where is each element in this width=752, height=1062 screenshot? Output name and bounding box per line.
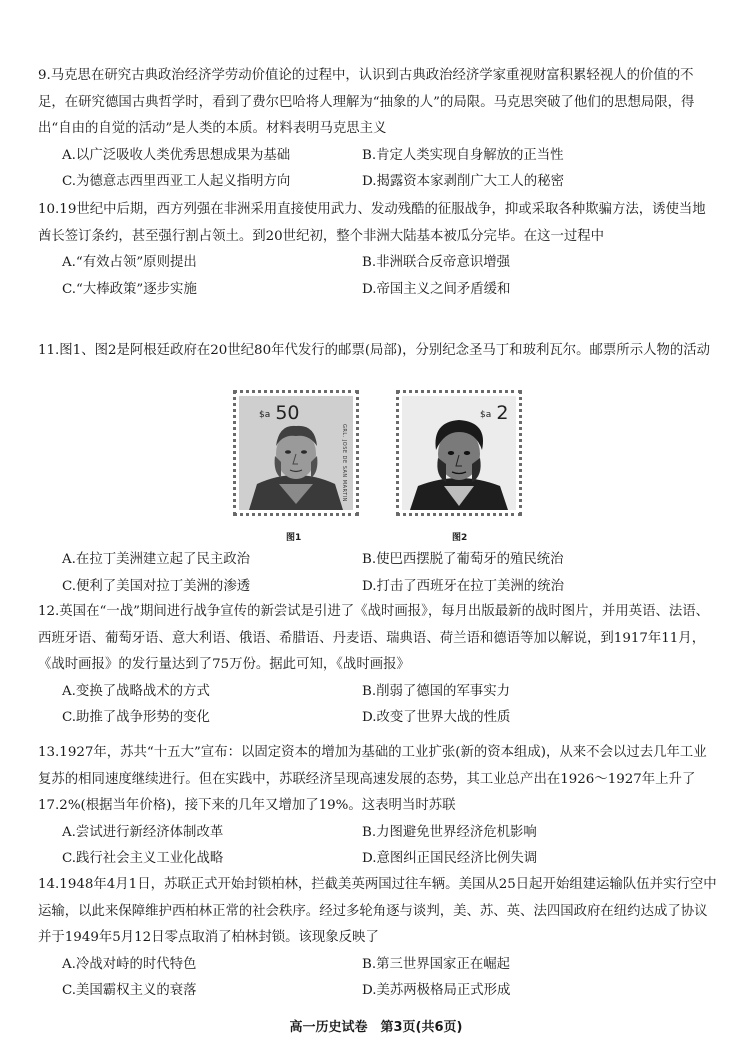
option-d: D.揭露资本家剥削广大工人的秘密 — [362, 174, 564, 190]
question-stem: 14.1948年4月1日，苏联正式开始封锁柏林，拦截美英两国过往车辆。美国从25日起开始组建运输队伍并实行空中运输，以此来保障维护西柏林正常的社会秩序。经过多轮角逐与谈判，美、苏、英、法四国政府在纽约达成了协议并于1949年5月12日零点取消了柏林封锁。该现象反映了 — [38, 877, 717, 946]
figure-2-label: 图2 — [452, 533, 468, 543]
option-a: A.尝试进行新经济体制改革 — [62, 824, 224, 840]
options — [38, 547, 718, 600]
option-c: C.为德意志西里西亚工人起义指明方向 — [62, 174, 291, 190]
option-c: C.践行社会主义工业化战略 — [62, 851, 224, 867]
options — [38, 820, 718, 873]
page-footer: 高一历史试卷 第3页(共6页) — [289, 1020, 463, 1035]
question-13 — [38, 740, 718, 873]
question-stem: 12.英国在“一战”期间进行战争宣传的新尝试是引进了《战时画报》，每月出版最新的战时图片，并用英语、法语、西班牙语、葡萄牙语、意大利语、俄语、希腊语、丹麦语、瑞典语、荷兰语和德语等加以解说，到1917年11月，《战时画报》的发行量达到了75万份。据此可知，《战时画报》 — [38, 604, 710, 673]
option-a: A.“有效占领”原则提出 — [62, 255, 197, 271]
option-b: B.削弱了德国的军事实力 — [362, 683, 511, 699]
option-c: C.助推了战争形势的变化 — [62, 710, 210, 726]
option-b: B.使巴西摆脱了葡萄牙的殖民统治 — [362, 552, 564, 567]
option-d: D.打击了西班牙在拉丁美洲的统治 — [362, 578, 564, 594]
options — [38, 679, 718, 732]
options — [38, 143, 718, 196]
question-11 — [38, 338, 718, 365]
stamp-figures — [0, 390, 752, 550]
option-b: B.力图避免世界经济危机影响 — [362, 824, 537, 840]
stamp-san-martin — [233, 390, 359, 516]
option-d: D.改变了世界大战的性质 — [362, 710, 511, 726]
options — [38, 952, 718, 1005]
value-label: 50 — [275, 402, 300, 424]
options — [38, 250, 718, 303]
question-9 — [38, 63, 718, 196]
question-12 — [38, 599, 718, 732]
value-label: 2 — [496, 402, 509, 424]
option-c: C.“大棒政策”逐步实施 — [62, 281, 197, 297]
stamp-denomination — [480, 402, 508, 424]
stamp-portrait — [239, 396, 353, 510]
figure-1-label: 图1 — [286, 533, 302, 543]
option-a: A.以广泛吸收人类优秀思想成果为基础 — [62, 147, 291, 163]
option-a: A.变换了战略战术的方式 — [62, 683, 210, 699]
question-stem: 9.马克思在研究古典政治经济学劳动价值论的过程中，认识到古典政治经济学家重视财富积累轻视人的价值的不足，在研究德国古典哲学时，看到了费尔巴哈将人理解为“抽象的人”的局限。马克思突破了他们的思想局限，得出“自由的自觉的活动”是人类的本质。材料表明马克思主义 — [38, 68, 695, 137]
question-stem: 13.1927年，苏共“十五大”宣布：以固定资本的增加为基础的工业扩张(新的资本组成)，从来不会以过去几年工业复苏的相同速度继续进行。但在实践中，苏联经济呈现高速发展的态势，其工业总产出在1926～1927年上升了17.2%(根据当年价格)，接下来的几年又增加了19%。这表明当时苏联 — [38, 745, 707, 814]
option-d: D.帝国主义之间矛盾缓和 — [362, 281, 511, 297]
question-14 — [38, 872, 718, 1005]
question-stem: 11.图1、图2是阿根廷政府在20世纪80年代发行的邮票(局部)，分别纪念圣马丁和玻利瓦尔。邮票所示人物的活动 — [38, 343, 711, 358]
question-stem: 10.19世纪中后期，西方列强在非洲采用直接使用武力、发动残酷的征服战争，抑或采取各种欺骗方法，诱使当地酋长签订条约，甚至强行割占领土。到20世纪初，整个非洲大陆基本被瓜分完毕。在这一过程中 — [38, 202, 706, 244]
option-b: B.非洲联合反帝意识增强 — [362, 255, 511, 271]
question-10 — [38, 197, 718, 303]
option-b: B.第三世界国家正在崛起 — [362, 956, 511, 972]
stamp-denomination — [259, 402, 300, 424]
option-d: D.美苏两极格局正式形成 — [362, 983, 511, 999]
currency-label: $a — [480, 410, 492, 420]
option-c: C.便利了美国对拉丁美洲的渗透 — [62, 578, 251, 594]
option-b: B.肯定人类实现自身解放的正当性 — [362, 147, 564, 163]
option-a: A.冷战对峙的时代特色 — [62, 956, 197, 972]
option-d: D.意图纠正国民经济比例失调 — [362, 851, 538, 867]
option-c: C.美国霸权主义的衰落 — [62, 983, 197, 999]
option-a: A.在拉丁美洲建立起了民主政治 — [62, 552, 251, 567]
stamp-portrait — [402, 396, 516, 510]
stamp-side-text: GRL. JOSE DE SAN MARTIN — [341, 424, 347, 502]
currency-label: $a — [259, 410, 271, 420]
stamp-bolivar — [396, 390, 522, 516]
question-11-options — [38, 547, 718, 600]
